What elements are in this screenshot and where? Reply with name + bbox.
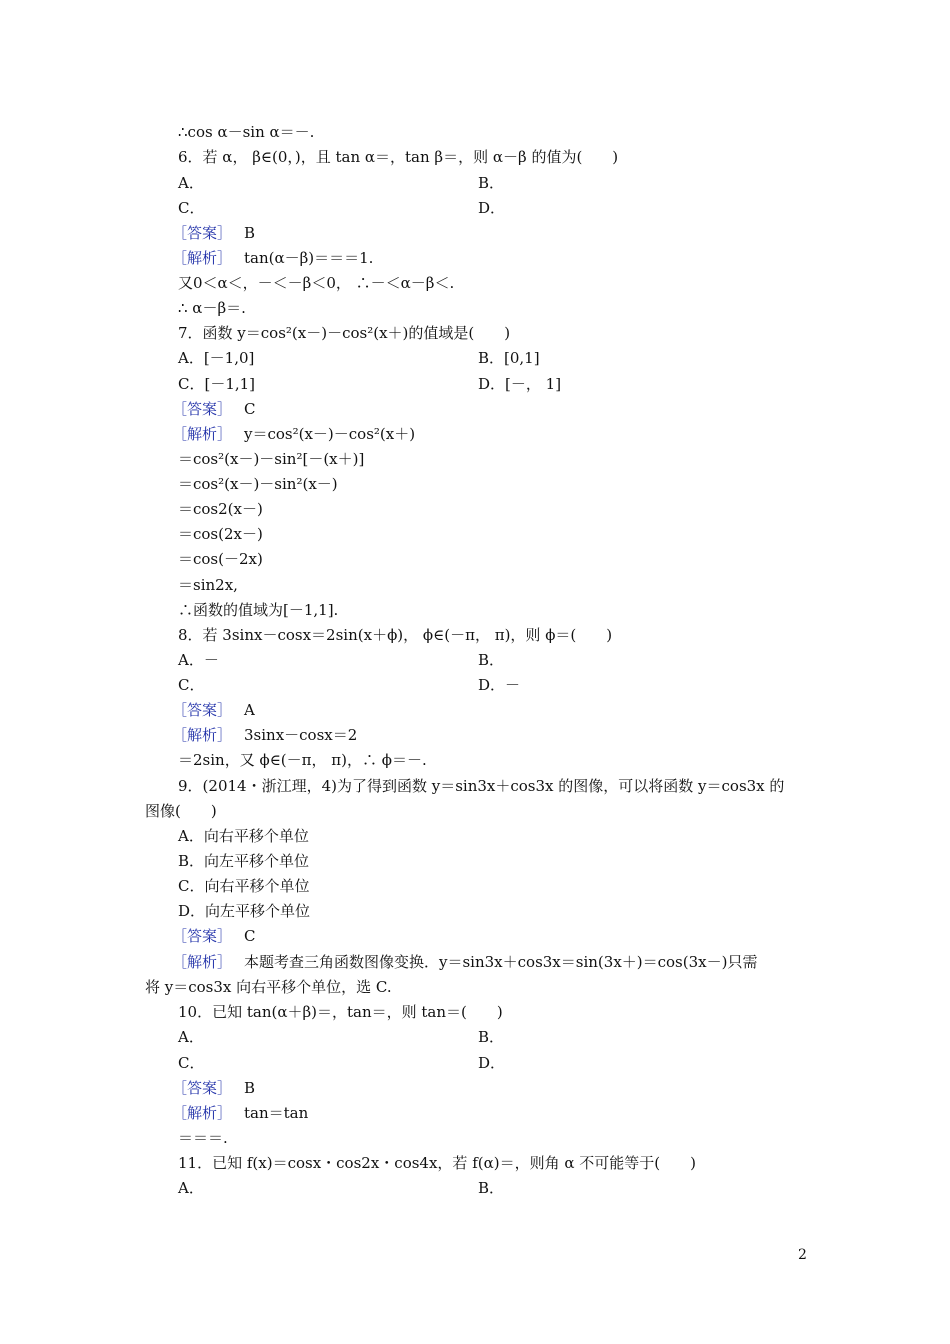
analysis-text: 本题考查三角函数图像变换．y＝sin3x＋cos3x＝sin(3x＋)＝cos(3x－)只需 — [244, 953, 758, 971]
option-d: D．向左平移个单位 — [178, 902, 311, 920]
question-11: 11．已知 f(x)＝cosx・cos2x・cos4x，若 f(α)＝，则角 α 不可能等于( ) — [178, 1154, 696, 1172]
option-d: D．[－， 1] — [478, 375, 562, 393]
answer-value: C — [244, 927, 256, 945]
option-b: B． — [478, 651, 505, 669]
analysis-tag: ［解析］ — [172, 249, 233, 267]
text-line: ＝＝＝. — [178, 1129, 228, 1147]
option-a: A． — [178, 1028, 204, 1046]
option-d: D．－ — [478, 676, 521, 694]
analysis-tag: ［解析］ — [172, 425, 233, 443]
answer-value: C — [244, 400, 256, 418]
text-line: ∴cos α－sin α＝－. — [178, 123, 315, 141]
option-c: C．[－1,1] — [178, 375, 256, 393]
text-line: 将 y＝cos3x 向右平移个单位，选 C. — [145, 978, 392, 996]
question-8: 8．若 3sinx－cosx＝2sin(x＋ϕ)， ϕ∈(－π， π)，则 ϕ＝( ) — [178, 626, 613, 644]
text-line: ＝cos(2x－) — [178, 525, 263, 543]
option-a: A． — [178, 1179, 204, 1197]
option-d: D． — [478, 1054, 506, 1072]
answer-value: B — [244, 224, 256, 242]
page-number: 2 — [798, 1247, 807, 1263]
option-b: B． — [478, 1028, 505, 1046]
answer-tag: ［答案］ — [172, 400, 233, 418]
text-line: ∴函数的值域为[－1,1]. — [178, 601, 339, 619]
option-b: B． — [478, 174, 505, 192]
answer-value: A — [244, 701, 255, 719]
option-c: C．向右平移个单位 — [178, 877, 310, 895]
question-9: 9．(2014・浙江理，4)为了得到函数 y＝sin3x＋cos3x 的图像，可以将函数 y＝cos3x 的 — [178, 777, 785, 795]
question-6: 6．若 α， β∈(0，)，且 tan α＝，tan β＝，则 α－β 的值为( ) — [178, 148, 619, 166]
answer-value: B — [244, 1079, 256, 1097]
option-c: C． — [178, 1054, 205, 1072]
text-line: ∴ α－β＝. — [178, 299, 246, 317]
text-line: 图像( ) — [145, 802, 217, 820]
text-line: ＝2sin，又 ϕ∈(－π， π)，∴ ϕ＝－. — [178, 751, 427, 769]
analysis-tag: ［解析］ — [172, 726, 233, 744]
option-a: A． — [178, 174, 204, 192]
answer-tag: ［答案］ — [172, 224, 233, 242]
analysis-tag: ［解析］ — [172, 1104, 233, 1122]
option-b: B． — [478, 1179, 505, 1197]
option-d: D． — [478, 199, 506, 217]
option-c: C． — [178, 676, 205, 694]
text-line: 又0＜α＜，－＜－β＜0， ∴－＜α－β＜. — [178, 274, 455, 292]
question-7: 7．函数 y＝cos²(x－)－cos²(x＋)的值域是( ) — [178, 324, 511, 342]
option-a: A．[－1,0] — [178, 349, 255, 367]
option-a: A．向右平移个单位 — [178, 827, 309, 845]
answer-tag: ［答案］ — [172, 1079, 233, 1097]
analysis-text: tan＝tan — [244, 1104, 309, 1122]
analysis-text: y＝cos²(x－)－cos²(x＋) — [244, 425, 416, 443]
option-c: C． — [178, 199, 205, 217]
text-line: ＝cos²(x－)－sin²(x－) — [178, 475, 338, 493]
analysis-tag: ［解析］ — [172, 953, 233, 971]
option-a: A．－ — [178, 651, 219, 669]
option-b: B．[0,1] — [478, 349, 540, 367]
text-line: ＝cos2(x－) — [178, 500, 263, 518]
answer-tag: ［答案］ — [172, 701, 233, 719]
analysis-text: tan(α－β)＝＝＝1. — [244, 249, 374, 267]
text-line: ＝cos²(x－)－sin²[－(x＋)] — [178, 450, 365, 468]
text-line: ＝cos(－2x) — [178, 550, 263, 568]
text-line: ＝sin2x, — [178, 576, 238, 594]
option-b: B．向左平移个单位 — [178, 852, 310, 870]
analysis-text: 3sinx－cosx＝2 — [244, 726, 358, 744]
question-10: 10．已知 tan(α＋β)＝，tan＝，则 tan＝( ) — [178, 1003, 503, 1021]
answer-tag: ［答案］ — [172, 927, 233, 945]
